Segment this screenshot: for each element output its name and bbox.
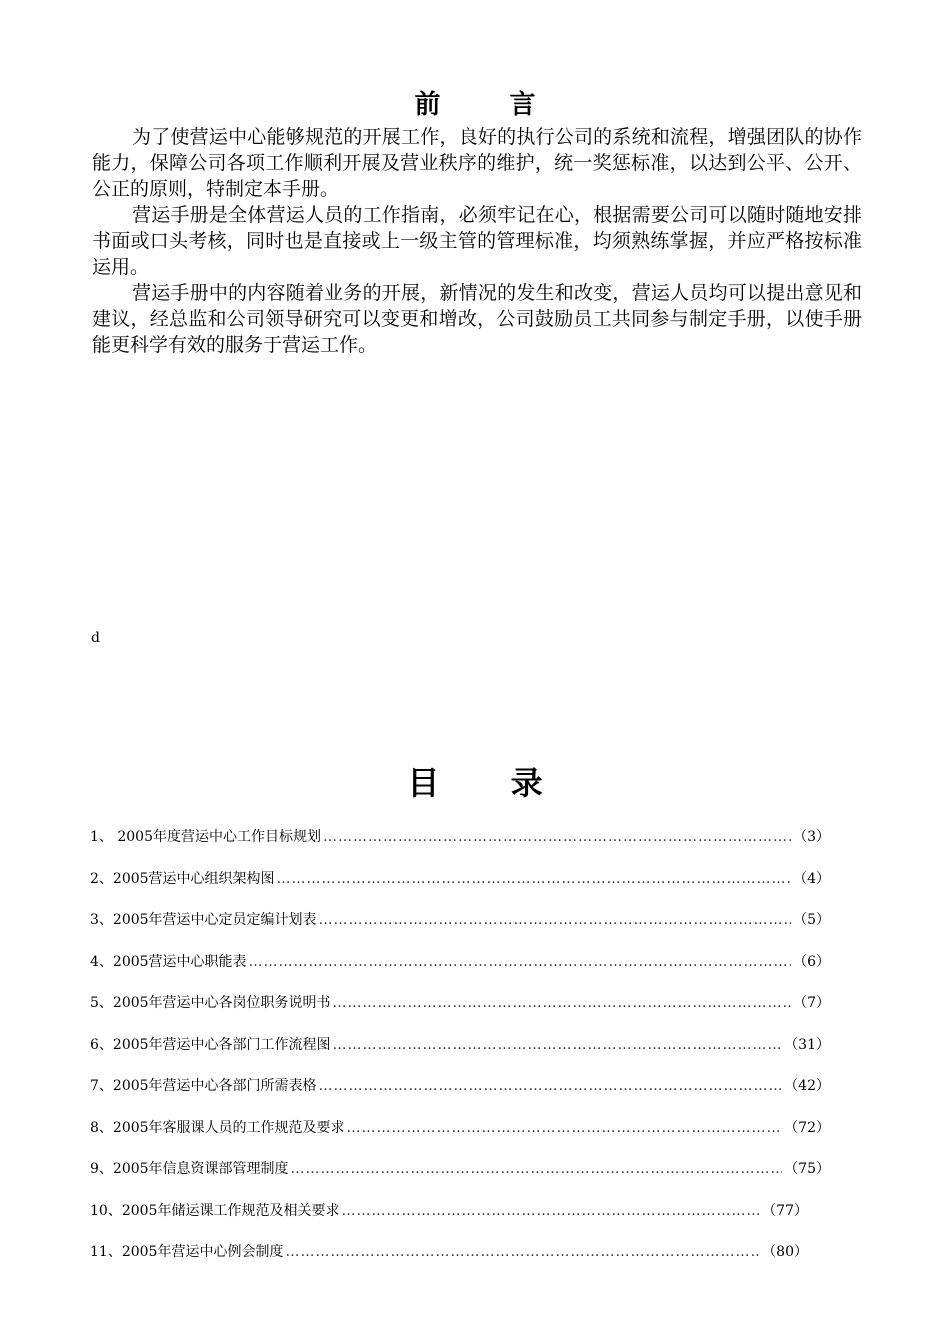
toc-leader-dots <box>291 1161 783 1177</box>
toc-leader-dots <box>319 1078 783 1094</box>
toc-item-page: （72） <box>784 1119 830 1136</box>
toc-item-page: （3） <box>793 829 830 845</box>
toc-item-label: 1、 2005年度营运中心工作目标规划 <box>90 829 321 845</box>
toc-leader-dots <box>319 912 792 928</box>
toc-item-page: （77） <box>762 1202 808 1219</box>
toc-item-page: （5） <box>793 912 830 928</box>
toc-leader-dots <box>323 829 791 845</box>
toc-item[interactable] <box>90 951 830 993</box>
toc-leader-dots <box>285 1244 760 1260</box>
toc-item-page: （4） <box>793 870 830 887</box>
toc-item-page: （6） <box>793 953 830 970</box>
toc-item[interactable] <box>90 909 830 951</box>
toc-leader-dots <box>277 871 792 887</box>
toc-item-label: 9、2005年信息资课部管理制度 <box>90 1161 289 1177</box>
toc-item[interactable] <box>90 1075 830 1117</box>
preface-paragraph: 为了使营运中心能够规范的开展工作，良好的执行公司的系统和流程，增强团队的协作能力，保障公司各项工作顺利开展及营业秩序的维护，统一奖惩标准，以达到公平、公开、公正的原则，特制定本手册。 <box>92 126 862 200</box>
toc-leader-dots <box>347 1120 783 1136</box>
toc-item-page: （7） <box>793 995 830 1011</box>
toc-title: 目 录 <box>407 764 573 802</box>
toc-item-label: 3、2005年营运中心定员定编计划表 <box>90 912 317 928</box>
toc-item[interactable] <box>90 992 830 1034</box>
toc-item[interactable] <box>90 1241 808 1283</box>
toc-leader-dots <box>333 1037 783 1053</box>
toc-item-page: （31） <box>784 1036 830 1053</box>
toc-item-page: （80） <box>762 1244 808 1260</box>
toc-item-label: 8、2005年客服课人员的工作规范及要求 <box>90 1119 345 1136</box>
toc-leader-dots <box>249 954 792 970</box>
toc-item-page: （75） <box>784 1161 830 1177</box>
toc-item-label: 5、2005年营运中心各岗位职务说明书 <box>90 995 331 1011</box>
toc-item-label: 7、2005年营运中心各部门所需表格 <box>90 1078 317 1094</box>
table-of-contents <box>90 826 830 1283</box>
toc-item[interactable] <box>90 1200 808 1242</box>
toc-item-label: 4、2005营运中心职能表 <box>90 953 247 970</box>
preface-title: 前 言 <box>414 90 566 120</box>
toc-item-page: （42） <box>784 1078 830 1094</box>
toc-leader-dots <box>341 1203 760 1219</box>
toc-item-label: 10、2005年储运课工作规范及相关要求 <box>90 1202 340 1219</box>
toc-item[interactable] <box>90 1158 830 1200</box>
toc-item-label: 2、2005营运中心组织架构图 <box>90 870 275 887</box>
toc-item-label: 6、2005年营运中心各部门工作流程图 <box>90 1036 331 1053</box>
toc-item[interactable] <box>90 826 830 868</box>
toc-item-label: 11、2005年营运中心例会制度 <box>90 1244 284 1260</box>
toc-item[interactable] <box>90 1034 830 1076</box>
toc-leader-dots <box>333 995 792 1011</box>
stray-character: d <box>91 630 100 646</box>
preface-paragraph: 营运手册是全体营运人员的工作指南，必须牢记在心，根据需要公司可以随时随地安排书面或口头考核，同时也是直接或上一级主管的管理标准，均须熟练掌握，并应严格按标准运用。 <box>92 204 862 278</box>
preface-body <box>92 124 862 358</box>
toc-item[interactable] <box>90 1117 830 1159</box>
preface-paragraph: 营运手册中的内容随着业务的开展，新情况的发生和改变，营运人员均可以提出意见和建议，经总监和公司领导研究可以变更和增改，公司鼓励员工共同参与制定手册，以使手册能更科学有效的服务于营运工作。 <box>92 282 862 356</box>
toc-item[interactable] <box>90 868 830 910</box>
